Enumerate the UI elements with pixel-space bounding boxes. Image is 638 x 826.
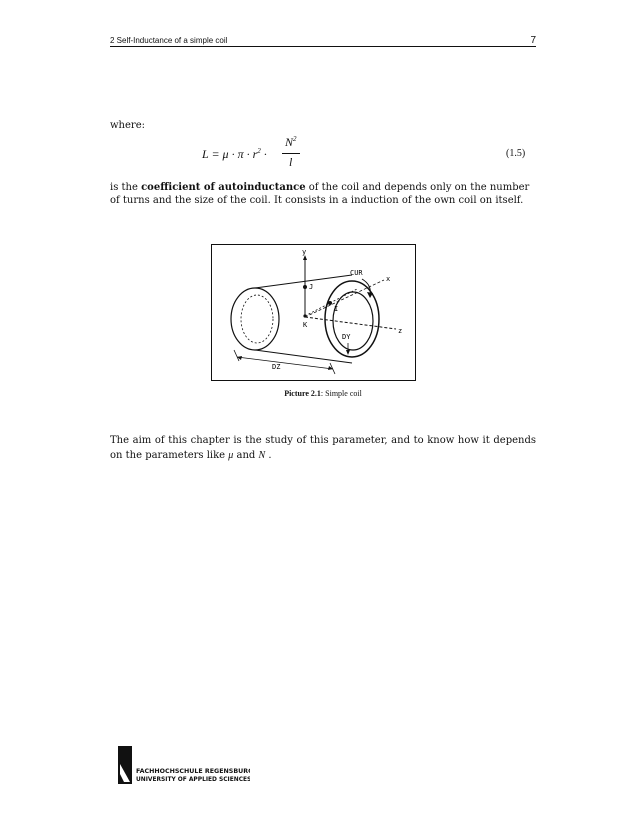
equation-denominator: l [289,155,293,169]
label-dy: DY [342,333,351,341]
label-z: z [398,327,403,335]
label-i: I [334,305,339,313]
equation-numerator: $N^2$ [285,135,297,149]
fraction-bar [282,153,300,154]
paragraph-2: The aim of this chapter is the study of this parameter, and to know how it depends on the parameters like μ and N . [110,435,536,461]
label-dz: DZ [272,363,281,371]
label-k: K [303,321,308,329]
page-number: 7 [530,35,536,46]
figure-caption: Picture 2.1: Simple coil [284,389,362,398]
label-x: x [386,275,391,283]
coil-back-ring [231,288,279,350]
page-header [110,32,536,47]
label-y: y [302,248,307,256]
point-j [303,285,307,289]
label-j: J [309,283,314,291]
z-axis [305,317,396,329]
university-logo [118,746,250,784]
paragraph-1: is the coefficient of autoinductance of the coil and depends only on the number of turns and the size of the coil. It consists in a induction of the own coil on itself. [110,182,530,206]
svg-text:FACHHOCHSCHULE REGENSBURG: FACHHOCHSCHULE REGENSBURG [136,768,250,775]
label-cur: CUR [350,269,363,277]
svg-text:UNIVERSITY OF APPLIED SCIENCES: UNIVERSITY OF APPLIED SCIENCES [136,777,250,783]
coil-figure [211,244,416,381]
equation [202,135,322,175]
intro-text: where: [110,120,145,131]
equation-number: (1.5) [506,148,526,159]
chapter-title: 2 Self-Inductance of a simple coil [110,36,228,45]
equation-lhs: $L = \mu \cdot \pi \cdot r^2$ · [202,147,267,161]
